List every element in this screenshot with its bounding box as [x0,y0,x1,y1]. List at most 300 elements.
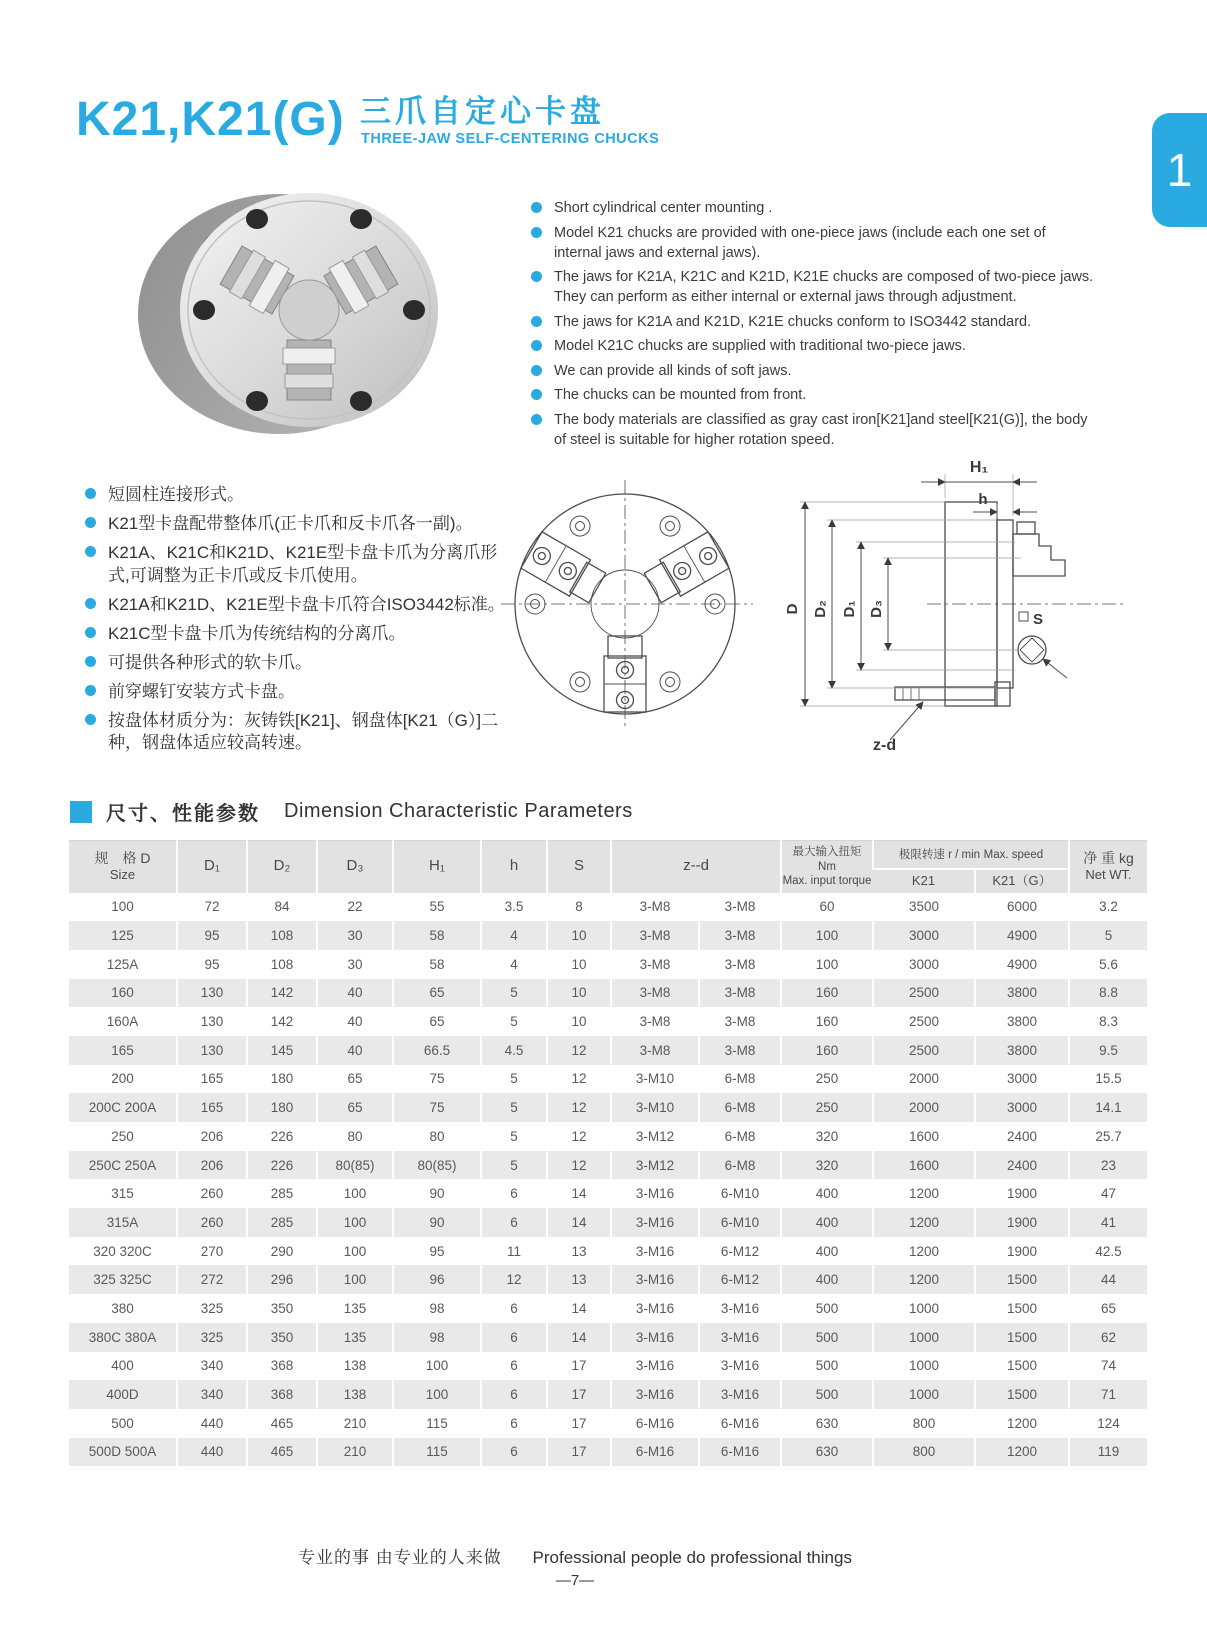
bullet-icon [531,316,542,327]
table-row [69,1179,1147,1208]
feature-text: The jaws for K21A and K21D, K21E chucks conform to ISO3442 standard. [554,313,1032,330]
table-cell: 3800 [975,1007,1069,1036]
table-cell: 98 [393,1294,481,1323]
table-cell: 75 [393,1093,481,1122]
table-cell: 1000 [873,1323,975,1352]
table-cell: 1200 [873,1208,975,1237]
feature-text: 前穿螺钉安装方式卡盘。 [108,681,295,701]
table-cell: 14.1 [1069,1093,1147,1122]
table-row [69,921,1147,950]
col-weight [1069,841,1147,893]
table-cell: 6-M16 [611,1409,699,1438]
table-cell: 2500 [873,979,975,1008]
table-cell: 100 [317,1179,393,1208]
table-cell: 160 [781,1007,873,1036]
table-cell: 3-M16 [611,1237,699,1266]
table-cell: 368 [247,1380,317,1409]
feature-list-english [531,198,1096,454]
feature-item [85,513,515,536]
table-cell: 270 [177,1237,247,1266]
table-row [69,1438,1147,1467]
table-cell: 3-M10 [611,1093,699,1122]
table-cell: 2000 [873,1093,975,1122]
table-cell: 72 [177,893,247,922]
dim-label-d3: D₃ [868,600,885,618]
col-speed [873,841,1069,869]
col-speed-zh: 极限转速 r / min [898,849,981,862]
table-cell: 400 [781,1208,873,1237]
table-cell: 3000 [975,1065,1069,1094]
table-cell: 5 [481,1122,547,1151]
table-cell: 272 [177,1265,247,1294]
col-d2: D₂ [247,841,317,893]
table-cell: 100 [393,1380,481,1409]
table-cell: 95 [177,921,247,950]
table-cell: 4900 [975,950,1069,979]
table-cell: 100 [317,1237,393,1266]
table-row [69,1036,1147,1065]
table-cell: 4 [481,950,547,979]
table-cell: 6-M8 [699,1151,781,1180]
bullet-icon [85,488,96,499]
title-chinese: 三爪自定心卡盘 [360,94,605,129]
table-cell: 119 [1069,1438,1147,1467]
feature-item [531,267,1096,307]
table-cell: 165 [177,1065,247,1094]
table-cell: 200 [111,1071,134,1087]
feature-text: K21A和K21D、K21E型卡盘卡爪符合ISO3442标准。 [108,594,505,614]
table-cell: 12 [547,1036,611,1065]
table-cell: 160 [781,1036,873,1065]
table-cell: 5 [481,979,547,1008]
table-cell: 226 [247,1151,317,1180]
table-cell: 65 [393,979,481,1008]
table-cell: 1500 [975,1265,1069,1294]
feature-item [85,594,515,617]
table-row [69,1093,1147,1122]
table-cell: 22 [317,893,393,922]
table-row [69,1323,1147,1352]
table-cell: 3000 [975,1093,1069,1122]
table-row [69,1122,1147,1151]
table-cell: 98 [393,1323,481,1352]
table-cell: 200C 200A [69,1093,177,1122]
table-cell: 380 [111,1300,134,1316]
table-cell: 115 [393,1409,481,1438]
table-cell: 12 [547,1065,611,1094]
dimension-parameters-table [69,840,1147,1466]
col-d1: D₁ [177,841,247,893]
table-cell: 6-M12 [699,1237,781,1266]
table-cell: 500 [781,1323,873,1352]
table-cell: 290 [247,1237,317,1266]
col-d3: D₃ [317,841,393,893]
table-cell: 165 [69,1036,177,1065]
table-cell: 74 [1069,1352,1147,1381]
table-cell: 1600 [873,1122,975,1151]
bullet-icon [531,227,542,238]
table-cell: 6 [481,1323,547,1352]
table-cell: 80(85) [393,1151,481,1180]
table-cell: 350 [247,1323,317,1352]
table-cell: 15.5 [1069,1065,1147,1094]
feature-text: K21C型卡盘卡爪为传统结构的分离爪。 [108,623,406,643]
section-marker-icon [70,801,92,823]
table-cell: 6 [481,1179,547,1208]
table-cell: 65 [317,1065,393,1094]
table-cell: 13 [547,1237,611,1266]
table-cell: 2400 [975,1151,1069,1180]
table-cell: 226 [247,1122,317,1151]
feature-item [85,623,515,646]
table-cell: 400 [781,1237,873,1266]
table-cell: 96 [393,1265,481,1294]
bullet-icon [531,365,542,376]
bullet-icon [85,714,96,725]
table-cell: 400 [781,1265,873,1294]
table-cell: 40 [317,979,393,1008]
feature-item [531,410,1096,450]
table-cell: 3-M8 [699,893,781,922]
table-cell: 325 325C [69,1265,177,1294]
table-cell: 3-M16 [611,1380,699,1409]
table-cell: 40 [317,1007,393,1036]
col-s: S [547,841,611,893]
table-cell: 3-M10 [611,1065,699,1094]
table-cell: 75 [393,1065,481,1094]
chapter-tab [1152,113,1207,227]
table-cell: 500D 500A [69,1438,177,1467]
table-cell: 1500 [975,1294,1069,1323]
table-cell: 5 [481,1007,547,1036]
table-cell: 65 [393,1007,481,1036]
table-cell: 12 [547,1122,611,1151]
table-cell: 206 [177,1151,247,1180]
table-cell: 3000 [873,921,975,950]
table-cell: 3-M8 [611,893,699,922]
table-cell: 1200 [975,1438,1069,1467]
table-cell: 8.3 [1069,1007,1147,1036]
table-row [69,1294,1147,1323]
table-row [69,1237,1147,1266]
table-cell: 6-M16 [611,1438,699,1467]
table-cell: 440 [177,1409,247,1438]
table-cell: 3000 [873,950,975,979]
feature-text: Short cylindrical center mounting . [554,200,773,216]
table-cell: 400 [111,1358,134,1374]
table-cell: 71 [1069,1380,1147,1409]
table-cell: 6-M10 [699,1208,781,1237]
table-cell: 80(85) [317,1151,393,1180]
col-h1: H₁ [393,841,481,893]
table-cell: 3.2 [1069,893,1147,922]
feature-text: Model K21 chucks are provided with one-piece jaws (include each one set of internal jaws and external jaws). [554,224,1046,261]
table-cell: 145 [247,1036,317,1065]
col-weight-en: Net WT. [1085,867,1132,883]
table-cell: 3800 [975,1036,1069,1065]
bullet-icon [531,202,542,213]
page-title: K21,K21(G) [76,93,345,146]
table-row [69,1265,1147,1294]
table-cell: 65 [1069,1294,1147,1323]
table-cell: 65 [317,1093,393,1122]
table-cell: 325 [177,1323,247,1352]
table-cell: 260 [177,1208,247,1237]
table-cell: 142 [247,979,317,1008]
feature-item [85,542,515,588]
table-cell: 6 [481,1352,547,1381]
table-cell: 100 [781,950,873,979]
table-cell: 17 [547,1438,611,1467]
table-cell: 13 [547,1265,611,1294]
table-cell: 3-M8 [611,1036,699,1065]
table-cell: 500 [781,1294,873,1323]
table-cell: 3-M16 [611,1352,699,1381]
table-cell: 3-M16 [611,1323,699,1352]
table-cell: 3-M8 [699,979,781,1008]
table-cell: 5 [481,1065,547,1094]
table-cell: 1500 [975,1380,1069,1409]
table-row [69,1352,1147,1381]
col-size-en: Size [109,867,136,883]
table-cell: 315 [111,1186,134,1202]
table-cell: 440 [177,1438,247,1467]
table-cell: 1500 [975,1352,1069,1381]
table-cell: 3-M12 [611,1151,699,1180]
bullet-icon [85,546,96,557]
feature-list-chinese [85,484,515,761]
table-cell: 2500 [873,1007,975,1036]
table-cell: 108 [247,921,317,950]
table-cell: 285 [247,1179,317,1208]
bullet-icon [85,598,96,609]
table-cell: 14 [547,1208,611,1237]
table-row [69,1007,1147,1036]
table-cell: 320 [781,1122,873,1151]
table-cell: 3-M8 [611,921,699,950]
table-cell: 1200 [873,1237,975,1266]
table-cell: 3.5 [481,893,547,922]
table-cell: 95 [393,1237,481,1266]
table-cell: 62 [1069,1323,1147,1352]
spec-table-container [69,840,1147,1466]
table-cell: 165 [177,1093,247,1122]
feature-text: The chucks can be mounted from front. [554,387,807,403]
feature-item [85,710,515,756]
table-cell: 42.5 [1069,1237,1147,1266]
table-cell: 80 [317,1122,393,1151]
feature-item [85,484,515,507]
table-cell: 130 [177,1007,247,1036]
feature-text: 可提供各种形式的软卡爪。 [108,652,312,672]
table-cell: 6 [481,1380,547,1409]
table-cell: 160 [781,979,873,1008]
table-cell: 2500 [873,1036,975,1065]
table-cell: 12 [481,1265,547,1294]
table-cell: 124 [1069,1409,1147,1438]
table-cell: 250 [781,1065,873,1094]
table-cell: 14 [547,1323,611,1352]
section-title-chinese: 尺寸、性能参数 [106,803,260,825]
table-cell: 3-M8 [611,1007,699,1036]
table-cell: 400 [781,1179,873,1208]
table-cell: 17 [547,1380,611,1409]
table-cell: 5 [1069,921,1147,950]
col-size [69,841,177,893]
feature-item [531,385,1096,405]
table-cell: 400D [69,1380,177,1409]
table-row [69,893,1147,922]
table-row [69,1065,1147,1094]
table-cell: 100 [393,1352,481,1381]
table-cell: 6-M8 [699,1122,781,1151]
table-cell: 8.8 [1069,979,1147,1008]
bullet-icon [85,656,96,667]
table-cell: 6-M16 [699,1409,781,1438]
chapter-number: 1 [1166,144,1193,196]
table-cell: 9.5 [1069,1036,1147,1065]
table-cell: 320 [781,1151,873,1180]
feature-item [531,336,1096,356]
table-cell: 3-M8 [699,1007,781,1036]
table-cell: 4 [481,921,547,950]
table-cell: 8 [547,893,611,922]
feature-text: The jaws for K21A, K21C and K21D, K21E chucks are composed of two-piece jaws. They can perform as either internal or external jaws through adjustment. [554,269,1094,305]
table-cell: 250 [781,1093,873,1122]
table-cell: 206 [177,1122,247,1151]
table-cell: 1200 [873,1265,975,1294]
dim-label-zd: z-d [873,737,897,754]
table-cell: 2400 [975,1122,1069,1151]
table-cell: 210 [317,1409,393,1438]
table-cell: 3-M8 [611,950,699,979]
table-cell: 3800 [975,979,1069,1008]
table-cell: 800 [873,1438,975,1467]
table-cell: 58 [393,950,481,979]
table-cell: 380C 380A [69,1323,177,1352]
footer-slogan [0,1543,1150,1568]
table-cell: 47 [1069,1179,1147,1208]
footer-slogan-english: Professional people do professional things [532,1548,852,1567]
table-cell: 4.5 [481,1036,547,1065]
table-cell: 90 [393,1179,481,1208]
feature-item [531,361,1096,381]
dim-label-d2: D₂ [812,600,829,618]
table-cell: 10 [547,950,611,979]
table-cell: 55 [393,893,481,922]
table-cell: 66.5 [393,1036,481,1065]
chuck-photo [133,186,465,438]
dim-label-h: h [978,491,988,508]
table-cell: 10 [547,1007,611,1036]
bullet-icon [85,517,96,528]
table-cell: 3-M16 [699,1323,781,1352]
table-cell: 17 [547,1352,611,1381]
table-cell: 296 [247,1265,317,1294]
table-cell: 500 [781,1380,873,1409]
col-speed-en: Max. speed [983,849,1044,862]
table-cell: 3-M16 [611,1265,699,1294]
table-cell: 40 [317,1036,393,1065]
table-cell: 320 320C [93,1243,152,1259]
table-cell: 1600 [873,1151,975,1180]
table-cell: 500 [781,1352,873,1381]
table-cell: 44 [1069,1265,1147,1294]
feature-item [531,198,1096,218]
table-cell: 80 [393,1122,481,1151]
table-cell: 23 [1069,1151,1147,1180]
table-cell: 41 [1069,1208,1147,1237]
table-cell: 340 [177,1352,247,1381]
feature-text: K21A、K21C和K21D、K21E型卡盘卡爪为分离爪形式,可调整为正卡爪或反卡爪使用。 [108,542,498,585]
col-speed-k21g: K21（G） [975,869,1069,893]
table-cell: 350 [247,1294,317,1323]
table-cell: 6-M16 [699,1438,781,1467]
col-torque-en: Max. input torque [782,874,872,887]
table-cell: 1900 [975,1179,1069,1208]
feature-text: The body materials are classified as gray cast iron[K21]and steel[K21(G)], the body of steel is suitable for higher rotation speed. [554,411,1088,448]
table-cell: 465 [247,1409,317,1438]
table-cell: 3-M16 [611,1208,699,1237]
table-cell: 6-M10 [699,1179,781,1208]
feature-item [85,652,515,675]
table-cell: 210 [317,1438,393,1467]
table-cell: 6-M8 [699,1093,781,1122]
table-cell: 11 [481,1237,547,1266]
col-weight-zh: 净 重 kg [1083,849,1134,866]
table-cell: 340 [177,1380,247,1409]
feature-text: We can provide all kinds of soft jaws. [554,362,792,379]
table-cell: 1900 [975,1208,1069,1237]
table-cell: 90 [393,1208,481,1237]
table-row [69,1380,1147,1409]
bullet-icon [531,340,542,351]
table-cell: 1200 [975,1409,1069,1438]
table-cell: 3-M8 [699,1036,781,1065]
table-cell: 12 [547,1093,611,1122]
table-cell: 10 [547,979,611,1008]
table-row [69,1151,1147,1180]
table-cell: 6-M12 [699,1265,781,1294]
table-cell: 250 [111,1128,134,1144]
table-cell: 1200 [873,1179,975,1208]
table-cell: 6 [481,1294,547,1323]
table-cell: 6 [481,1438,547,1467]
table-cell: 5 [481,1151,547,1180]
table-cell: 135 [317,1323,393,1352]
table-cell: 6 [481,1409,547,1438]
table-cell: 17 [547,1409,611,1438]
table-cell: 3-M16 [611,1179,699,1208]
dim-label-d: D [784,603,801,615]
table-cell: 100 [111,899,134,915]
col-zd: z--d [611,841,781,893]
col-size-zh: 规 格 D [94,849,151,866]
table-row [69,979,1147,1008]
table-cell: 3-M16 [611,1294,699,1323]
table-cell: 368 [247,1352,317,1381]
table-cell: 142 [247,1007,317,1036]
feature-text: 按盘体材质分为：灰铸铁[K21]、钢盘体[K21（G）]二种，钢盘体适应较高转速。 [108,710,499,753]
table-cell: 14 [547,1294,611,1323]
table-cell: 125A [106,956,139,972]
feature-text: 短圆柱连接形式。 [108,485,244,504]
table-cell: 84 [247,893,317,922]
table-cell: 3-M16 [699,1380,781,1409]
table-cell: 630 [781,1438,873,1467]
table-cell: 3-M8 [699,921,781,950]
col-torque-zh: 最大输入扭矩 Nm [792,846,862,873]
